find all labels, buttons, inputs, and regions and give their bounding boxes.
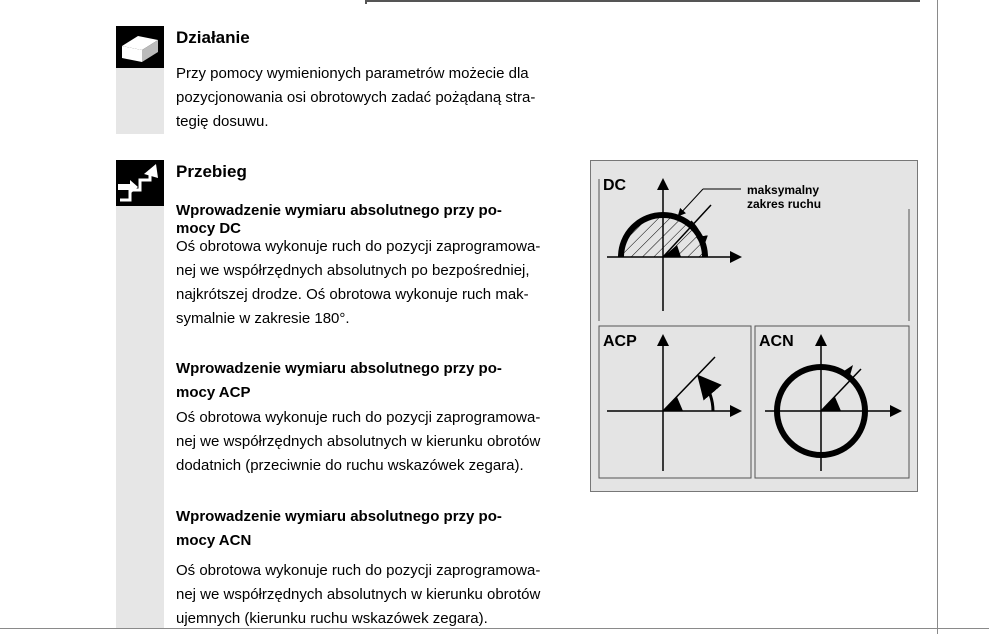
text-line: zakres ruchu [747,197,822,211]
text-line: mocy DC [176,220,242,237]
subheading-acn [176,505,586,553]
top-rule-tick [365,0,367,4]
text-line: nej we współrzędnych absolutnych w kierunku obrotów [176,433,541,450]
max-range-note [747,183,821,211]
acp-label: ACP [603,333,637,350]
sidebar-block-przebieg [116,160,164,628]
text-line: Oś obrotowa wykonuje ruch do pozycji zaprogramowa- [176,409,541,426]
dzialanie-paragraph [176,62,586,134]
text-line: Oś obrotowa wykonuje ruch do pozycji zaprogramowa- [176,238,541,255]
top-rule [365,0,920,2]
text-line: symalnie w zakresie 180°. [176,310,350,327]
text-line: dodatnich (przeciwnie do ruchu wskazówek zegara). [176,457,524,474]
text-line: Wprowadzenie wymiaru absolutnego przy po- [176,360,502,377]
text-line: pozycjonowania osi obrotowych zadać pożądaną stra- [176,89,536,106]
rotary-axis-diagram [590,160,918,492]
subheading-acp [176,357,586,405]
subheading-dc [176,202,586,238]
section-heading-dzialanie: Działanie [176,28,250,47]
text-line: najkrótszej drodze. Oś obrotowa wykonuje ruch mak- [176,286,529,303]
dc-label: DC [603,177,627,194]
text-line: ujemnych (kierunku ruchu wskazówek zegara). [176,610,488,627]
stairs-arrow-icon [116,160,164,206]
text-line: mocy ACP [176,384,251,401]
text-line: Oś obrotowa wykonuje ruch do pozycji zaprogramowa- [176,562,541,579]
section-heading-przebieg: Przebieg [176,162,247,181]
dc-paragraph [176,235,586,331]
text-line: tegię dosuwu. [176,113,269,130]
page-right-border [937,0,938,634]
text-line: maksymalny [747,183,820,197]
text-line: nej we współrzędnych absolutnych w kierunku obrotów [176,586,541,603]
acn-paragraph [176,559,586,631]
acp-paragraph [176,406,586,478]
text-line: Wprowadzenie wymiaru absolutnego przy po- [176,202,502,219]
acn-label: ACN [759,333,794,350]
text-line: nej we współrzędnych absolutnych po bezpośredniej, [176,262,530,279]
cube-icon [116,26,164,68]
text-line: Przy pomocy wymienionych parametrów możecie dla [176,65,529,82]
text-line: Wprowadzenie wymiaru absolutnego przy po- [176,508,502,525]
text-line: mocy ACN [176,532,252,549]
